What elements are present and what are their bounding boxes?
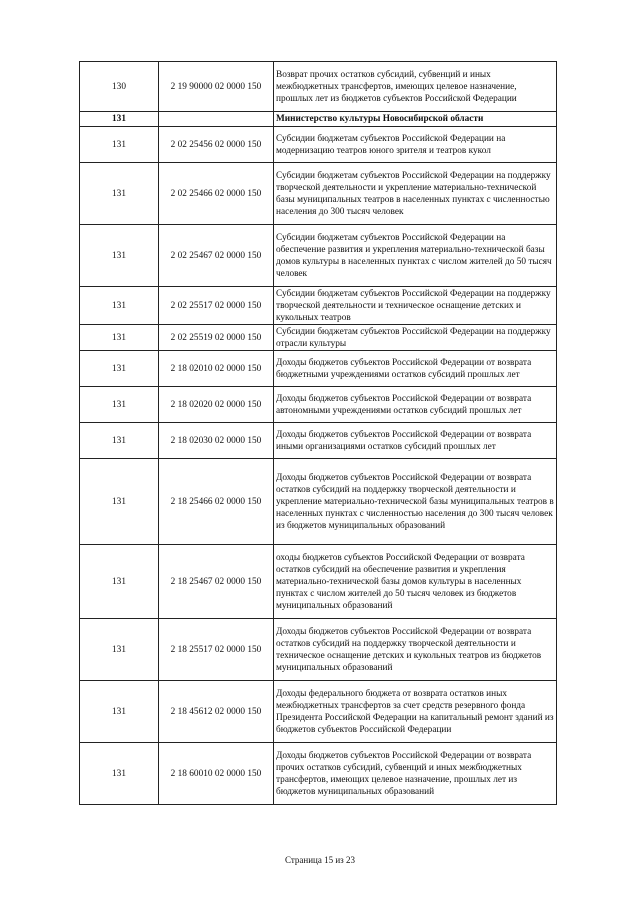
admin-code-cell: 131 (80, 743, 159, 805)
admin-code-cell: 131 (80, 287, 159, 325)
revenue-code-cell: 2 18 02010 02 0000 150 (159, 351, 274, 387)
revenue-name-cell: Возврат прочих остатков субсидий, субвенций и иных межбюджетных трансфертов, имеющих целевое назначение, прошлых лет из бюджетов субъектов Российской Федерации (274, 62, 557, 112)
admin-code-cell: 131 (80, 127, 159, 163)
admin-code-cell: 131 (80, 163, 159, 225)
admin-code-cell: 131 (80, 545, 159, 619)
table-row-section-header (80, 112, 557, 127)
table-row (80, 225, 557, 287)
table-row (80, 351, 557, 387)
revenue-name-cell: Доходы бюджетов субъектов Российской Федерации от возврата иными организациями остатков субсидий прошлых лет (274, 423, 557, 459)
table-row (80, 423, 557, 459)
admin-code-cell: 131 (80, 225, 159, 287)
table-row (80, 459, 557, 545)
admin-code-cell: 131 (80, 387, 159, 423)
table-row (80, 743, 557, 805)
revenue-name-cell: оходы бюджетов субъектов Российской Федерации от возврата остатков субсидий на обеспечение развития и укрепления материально-технической базы домов культуры в населенных пунктах с числом жителей до 50 тысяч человек из бюджетов муниципальных образований (274, 545, 557, 619)
revenue-code-cell: 2 02 25466 02 0000 150 (159, 163, 274, 225)
admin-code-cell: 131 (80, 112, 159, 127)
revenue-name-cell: Субсидии бюджетам субъектов Российской Федерации на поддержку творческой деятельности и техническое оснащение детских и кукольных театров (274, 287, 557, 325)
ministry-name-cell: Министерство культуры Новосибирской области (274, 112, 557, 127)
table-row (80, 163, 557, 225)
revenue-code-cell: 2 18 02020 02 0000 150 (159, 387, 274, 423)
revenue-code-cell: 2 18 02030 02 0000 150 (159, 423, 274, 459)
revenue-name-cell: Доходы бюджетов субъектов Российской Федерации от возврата остатков субсидий на поддержку творческой деятельности и техническое оснащение детских и кукольных театров из бюджетов муниципальных образований (274, 619, 557, 681)
revenue-name-cell: Субсидии бюджетам субъектов Российской Федерации на обеспечение развития и укрепления материально-технической базы домов культуры в населенных пунктах с числом жителей до 50 тысяч человек (274, 225, 557, 287)
revenue-code-cell: 2 02 25519 02 0000 150 (159, 325, 274, 351)
admin-code-cell: 131 (80, 423, 159, 459)
revenue-code-cell: 2 02 25456 02 0000 150 (159, 127, 274, 163)
table-row (80, 545, 557, 619)
revenue-code-cell: 2 18 45612 02 0000 150 (159, 681, 274, 743)
admin-code-cell: 131 (80, 325, 159, 351)
table-row (80, 62, 557, 112)
revenue-code-cell: 2 02 25467 02 0000 150 (159, 225, 274, 287)
table-row (80, 619, 557, 681)
revenue-code-cell: 2 19 90000 02 0000 150 (159, 62, 274, 112)
revenue-name-cell: Доходы бюджетов субъектов Российской Федерации от возврата бюджетными учреждениями остатков субсидий прошлых лет (274, 351, 557, 387)
revenue-name-cell: Доходы федерального бюджета от возврата остатков иных межбюджетных трансфертов за счет средств резервного фонда Президента Российской Федерации на капитальный ремонт зданий из бюджетов субъектов Российской Федерации (274, 681, 557, 743)
revenue-name-cell: Субсидии бюджетам субъектов Российской Федерации на поддержку творческой деятельности и укрепление материально-технической базы муниципальных театров в населенных пунктах с численностью населения до 300 тысяч человек (274, 163, 557, 225)
revenue-name-cell: Доходы бюджетов субъектов Российской Федерации от возврата прочих остатков субсидий, субвенций и иных межбюджетных трансфертов, имеющих целевое назначение, прошлых лет из бюджетов муниципальных образований (274, 743, 557, 805)
revenue-code-cell: 2 18 25467 02 0000 150 (159, 545, 274, 619)
revenue-name-cell: Субсидии бюджетам субъектов Российской Федерации на поддержку отрасли культуры (274, 325, 557, 351)
revenue-code-cell: 2 18 25517 02 0000 150 (159, 619, 274, 681)
table-row (80, 127, 557, 163)
table-row (80, 325, 557, 351)
admin-code-cell: 130 (80, 62, 159, 112)
table-row (80, 681, 557, 743)
page-number-footer: Страница 15 из 23 (285, 855, 355, 865)
revenue-code-cell: 2 02 25517 02 0000 150 (159, 287, 274, 325)
revenue-name-cell: Доходы бюджетов субъектов Российской Федерации от возврата остатков субсидий на поддержку творческой деятельности и укрепление материально-технической базы муниципальных театров в населенных пунктах с численностью населения до 300 тысяч человек из бюджетов муниципальных образований (274, 459, 557, 545)
budget-classification-table (79, 61, 557, 805)
admin-code-cell: 131 (80, 351, 159, 387)
table-row (80, 387, 557, 423)
revenue-name-cell: Субсидии бюджетам субъектов Российской Федерации на модернизацию театров юного зрителя и театров кукол (274, 127, 557, 163)
revenue-name-cell: Доходы бюджетов субъектов Российской Федерации от возврата автономными учреждениями остатков субсидий прошлых лет (274, 387, 557, 423)
admin-code-cell: 131 (80, 681, 159, 743)
revenue-code-cell: 2 18 60010 02 0000 150 (159, 743, 274, 805)
revenue-code-cell (159, 112, 274, 127)
revenue-code-cell: 2 18 25466 02 0000 150 (159, 459, 274, 545)
table-row (80, 287, 557, 325)
admin-code-cell: 131 (80, 459, 159, 545)
admin-code-cell: 131 (80, 619, 159, 681)
